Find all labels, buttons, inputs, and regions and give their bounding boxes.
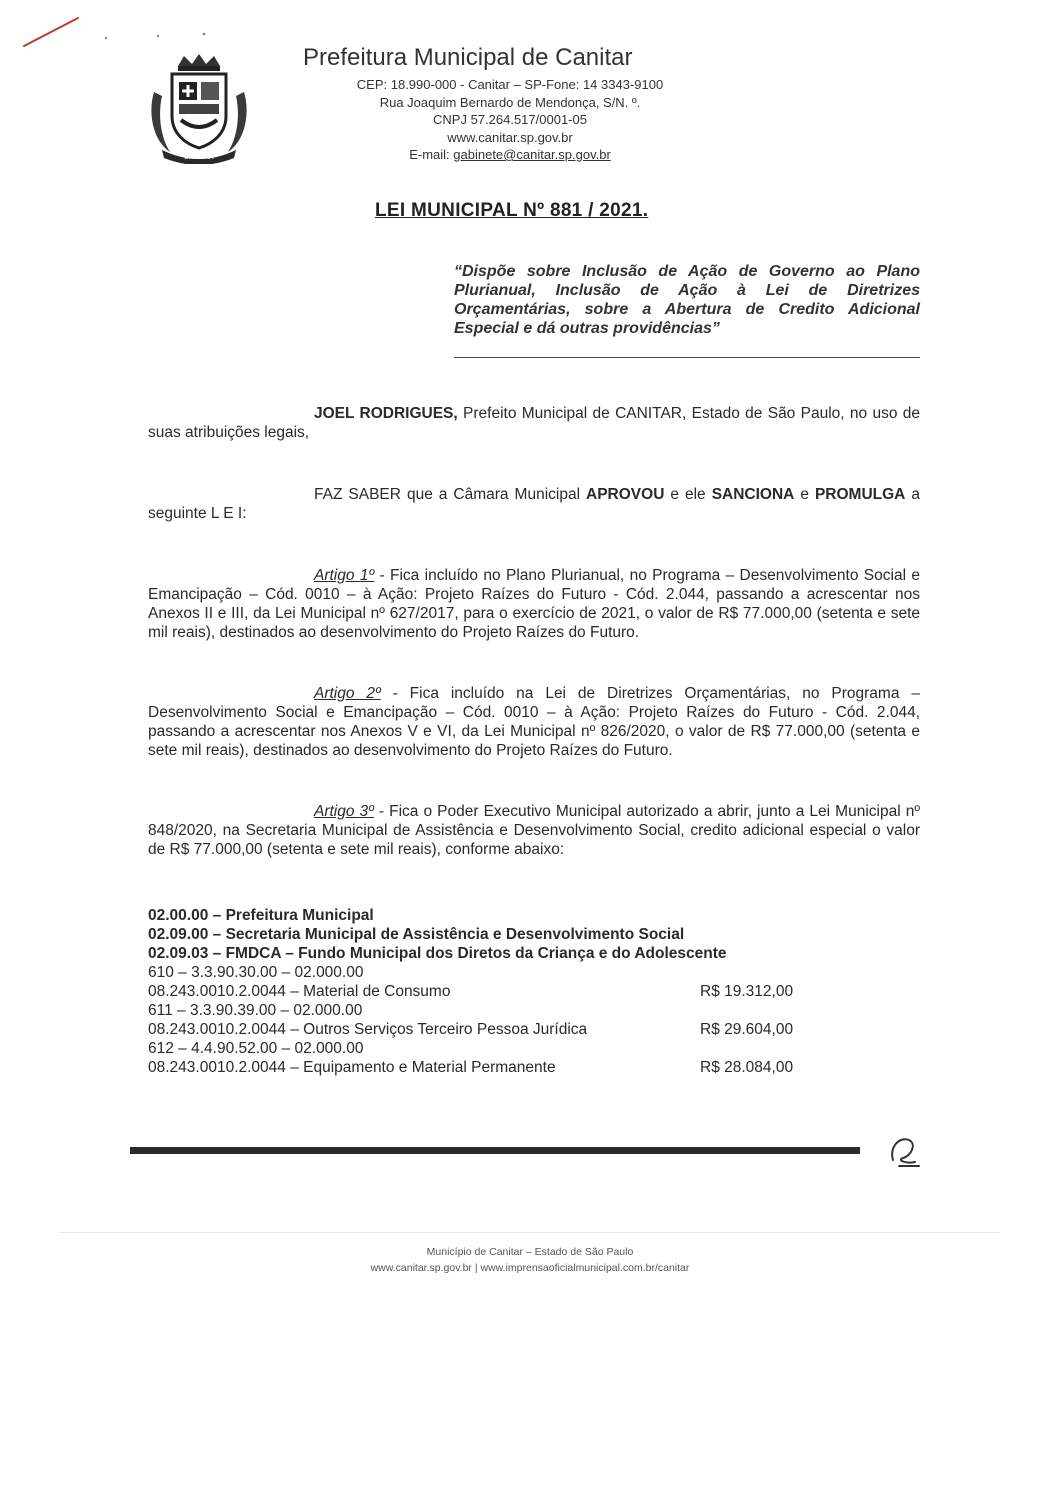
- promulgation-text-2: e ele: [664, 486, 712, 503]
- promulgation-text-1: FAZ SABER que a Câmara Municipal: [314, 486, 587, 503]
- pen-stroke-mark: [22, 14, 82, 50]
- header-address: Rua Joaquim Bernardo de Mendonça, S/N. º.: [379, 94, 641, 110]
- article-2-text: - Fica incluído na Lei de Diretrizes Orçamentárias, no Programa – Desenvolvimento Social e Emancipação – Cód. 0010 – à Ação: Projeto Raízes do Futuro - Cód. 2.044, passando a acrescentar nos Anexos V e VI, da Lei Municipal nº 826/2020, o valor de R$ 77.000,00 (setenta e sete mil reais), destinados ao desenvolvimento do Projeto Raízes do Futuro.: [148, 685, 920, 759]
- mayor-name: JOEL RODRIGUES,: [314, 405, 458, 422]
- budget-item-desc: 08.243.0010.2.0044 – Outros Serviços Terceiro Pessoa Jurídica: [148, 1021, 588, 1038]
- law-title: LEI MUNICIPAL Nº 881 / 2021.: [375, 200, 649, 221]
- promulgation-text-3: e: [794, 486, 815, 503]
- footer-separator: [60, 1232, 1000, 1233]
- scan-speck: [100, 30, 210, 44]
- header-title: Prefeitura Municipal de Canitar: [303, 44, 633, 71]
- seal-text: CANITAR: [183, 154, 215, 161]
- header-email-line: [300, 146, 720, 164]
- budget-item-amount: R$ 28.084,00: [700, 1059, 794, 1076]
- article-2-label: Artigo 2º: [314, 685, 381, 702]
- approved-word: APROVOU: [586, 486, 665, 503]
- article-3-text: - Fica o Poder Executivo Municipal autorizado a abrir, junto a Lei Municipal nº 848/2020, na Secretaria Municipal de Assistência e Desenvolvimento Social, credito adicional especial o valor de R$ 77.000,00 (setenta e sete mil reais), conforme abaixo:: [148, 803, 920, 858]
- budget-heading-fmdca: 02.09.03 – FMDCA – Fundo Municipal dos Diretos da Criança e do Adolescente: [148, 945, 727, 962]
- budget-heading-secretaria: 02.09.00 – Secretaria Municipal de Assistência e Desenvolvimento Social: [148, 926, 685, 943]
- promulgation-text-4: a seguinte L E I:: [148, 486, 921, 522]
- header-contact-block: [300, 76, 720, 164]
- budget-item-desc: 08.243.0010.2.0044 – Equipamento e Material Permanente: [148, 1059, 556, 1076]
- article-1-text: - Fica incluído no Plano Plurianual, no Programa – Desenvolvimento Social e Emancipação – Cód. 0010 – à Ação: Projeto Raízes do Futuro - Cód. 2.044, passando a acrescentar nos Anexos II e III, da Lei Municipal nº 627/2017, para o exercício de 2021, o valor de R$ 77.000,00 (setenta e sete mil reais), destinados ao desenvolvimento do Projeto Raízes do Futuro.: [148, 567, 920, 641]
- promulgates-word: PROMULGA: [814, 486, 906, 503]
- budget-item-amount: R$ 29.604,00: [700, 1021, 794, 1038]
- promulgation-paragraph: [148, 485, 920, 523]
- preamble-text: Prefeito Municipal de CANITAR, Estado de São Paulo, no uso de suas atribuições legais,: [148, 405, 920, 441]
- header-email-link[interactable]: gabinete@canitar.sp.gov.br: [453, 147, 611, 162]
- budget-item-code: 610 – 3.3.90.30.00 – 02.000.00: [148, 964, 364, 981]
- budget-item-row: [148, 1020, 848, 1039]
- page-footer: [300, 1244, 760, 1276]
- budget-item-code: 612 – 4.4.90.52.00 – 02.000.00: [148, 1040, 364, 1057]
- municipal-coat-of-arms-icon: [148, 52, 250, 164]
- budget-item-row: [148, 1058, 848, 1077]
- footer-municipality: Município de Canitar – Estado de São Paulo: [426, 1246, 634, 1258]
- article-3: [148, 802, 920, 859]
- article-3-label: Artigo 3º: [314, 803, 374, 820]
- budget-item-desc: 08.243.0010.2.0044 – Material de Consumo: [148, 983, 451, 1000]
- budget-heading-prefeitura: 02.00.00 – Prefeitura Municipal: [148, 907, 374, 924]
- budget-allocation-table: [148, 906, 848, 1077]
- law-summary: “Dispõe sobre Inclusão de Ação de Governo ao Plano Plurianual, Inclusão de Ação à Lei de Diretrizes Orçamentárias, sobre a Abertura de Credito Adicional Especial e dá outras providências”: [454, 263, 920, 337]
- article-2: [148, 684, 920, 760]
- header-cep-phone: CEP: 18.990-000 - Canitar – SP-Fone: 14 3343-9100: [356, 77, 664, 92]
- header-website: www.canitar.sp.gov.br: [447, 129, 573, 145]
- header-cnpj: CNPJ 57.264.517/0001-05: [433, 112, 587, 127]
- budget-item-code: 611 – 3.3.90.39.00 – 02.000.00: [148, 1002, 363, 1019]
- preamble-paragraph: [148, 404, 920, 442]
- budget-item-row: [148, 982, 848, 1001]
- header-email-label: E-mail:: [409, 147, 450, 162]
- handwritten-initials-icon: [885, 1130, 925, 1170]
- sanctions-word: SANCIONA: [711, 486, 795, 503]
- article-1: [148, 566, 920, 642]
- article-1-label: Artigo 1º: [314, 567, 375, 584]
- footer-links[interactable]: www.canitar.sp.gov.br | www.imprensaoficialmunicipal.com.br/canitar: [370, 1262, 690, 1274]
- summary-underline: [454, 357, 920, 358]
- budget-item-amount: R$ 19.312,00: [700, 983, 794, 1000]
- page-divider-bar: [130, 1147, 860, 1154]
